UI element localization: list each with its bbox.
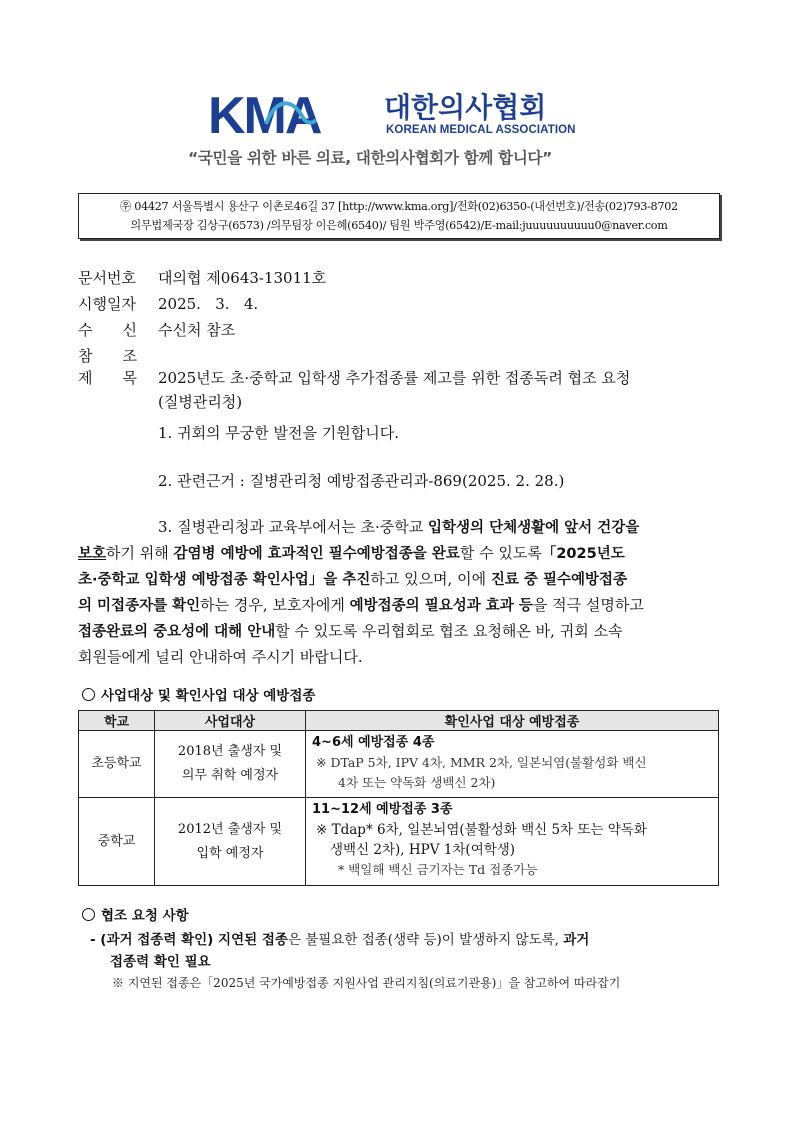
paragraph-1: 1. 귀회의 무궁한 발전을 기원합니다. xyxy=(158,424,400,442)
date-value: 2025. 3. 4. xyxy=(158,295,259,313)
subject-label: 제목 xyxy=(78,369,167,387)
date-label: 시행일자 xyxy=(78,295,136,313)
org-name-english: KOREAN MEDICAL ASSOCIATION xyxy=(386,124,576,136)
recipient-label: 수신 xyxy=(78,321,167,339)
table-header-target: 사업대상 xyxy=(155,711,306,731)
recipient-row xyxy=(78,318,235,342)
subject-line-2: (질병관리청) xyxy=(158,393,243,411)
table-row xyxy=(79,731,719,798)
paragraph-3-line-2: 보호하기 위해 감염병 예방에 효과적인 필수예방접종을 완료할 수 있도록「2025년도 xyxy=(78,544,625,562)
date-row xyxy=(78,292,258,316)
org-name-korean: 대한의사협회 xyxy=(384,91,547,124)
table-row xyxy=(79,798,719,886)
table-header-school: 학교 xyxy=(79,711,155,731)
paragraph-2: 2. 관련근거 : 질병관리청 예방접종관리과-869(2025. 2. 28.) xyxy=(158,472,565,490)
paragraph-3-line-5: 접종완료의 중요성에 대해 안내할 수 있도록 우리협회로 협조 요청해온 바, 귀회 소속 xyxy=(78,622,623,640)
vaccination-table xyxy=(78,710,719,886)
circle-bullet-icon xyxy=(82,688,95,701)
section-1-title: 사업대상 및 확인사업 대상 예방접종 xyxy=(82,684,315,704)
kma-logo: KMA xyxy=(208,87,321,145)
recipient-value: 수신처 참조 xyxy=(158,321,236,339)
doc-number-label: 문서번호 xyxy=(78,269,136,287)
circle-bullet-icon xyxy=(82,908,95,921)
paragraph-3-line-6: 회원들에게 널리 안내하여 주시기 바랍니다. xyxy=(78,648,363,666)
reference-label: 참조 xyxy=(78,347,167,365)
paragraph-3-line-1: 3. 질병관리청과 교육부에서는 초·중학교 입학생의 단체생활에 앞서 건강을 xyxy=(158,518,640,536)
address-line-1: ㉾ 04427 서울특별시 용산구 이촌로46길 37 [http://www.kma.org]/전화(02)6350-(내선번호)/전송(02)793-8702 xyxy=(120,200,678,213)
target-cell: 2018년 출생자 및 의무 취학 예정자 xyxy=(155,731,306,798)
subject-line-1: 2025년도 초·중학교 입학생 추가접종률 제고를 위한 접종독려 협조 요청 xyxy=(158,369,631,387)
cooperation-item: - (과거 접종력 확인) 지연된 접종은 불필요한 접종(생략 등)이 발생하지 않도록, 과거 xyxy=(90,932,590,948)
vaccine-cell: 4~6세 예방접종 4종 ※ DTaP 5차, IPV 4차, MMR 2차, 일본뇌염(불활성화 백신 4차 또는 약독화 생백신 2차) xyxy=(306,731,719,798)
paragraph-3-line-4: 의 미접종자를 확인하는 경우, 보호자에게 예방접종의 필요성과 효과 등을 적극 설명하고 xyxy=(78,596,644,614)
vaccine-cell: 11~12세 예방접종 3종 ※ Tdap* 6차, 일본뇌염(불활성화 백신 5차 또는 약독화 생백신 2차), HPV 1차(여학생) * 백일해 백신 금기자는 Td 접종가능 xyxy=(306,798,719,886)
kma-swoosh-icon xyxy=(262,94,318,138)
doc-number: 대의협 제0643-13011호 xyxy=(158,269,327,287)
target-cell: 2012년 출생자 및 입학 예정자 xyxy=(155,798,306,886)
paragraph-3-line-3: 초·중학교 입학생 예방접종 확인사업」을 추진하고 있으며, 이에 진료 중 필수예방접종 xyxy=(78,570,628,588)
doc-number-row xyxy=(78,266,326,290)
table-header-row xyxy=(79,711,719,731)
table-header-vaccines: 확인사업 대상 예방접종 xyxy=(306,711,719,731)
cooperation-item-continued: 접종력 확인 필요 xyxy=(110,954,211,970)
address-line-2: 의무법제국장 김상구(6573) /의무팀장 이은혜(6540)/ 팀원 박주영(6542)/E-mail:juuuuuuuuuu0@naver.com xyxy=(130,219,668,232)
address-box xyxy=(78,193,720,239)
school-cell: 중학교 xyxy=(79,798,155,886)
school-cell: 초등학교 xyxy=(79,731,155,798)
subject-row xyxy=(78,366,630,390)
slogan: “국민을 위한 바른 의료, 대한의사협회가 함께 합니다” xyxy=(188,149,553,167)
reference-row xyxy=(78,344,167,368)
section-2-title: 협조 요청 사항 xyxy=(82,904,189,924)
cooperation-note: ※ 지연된 접종은「2025년 국가예방접종 지원사업 관리지침(의료기관용)」을 참고하여 따라잡기 xyxy=(112,976,621,990)
